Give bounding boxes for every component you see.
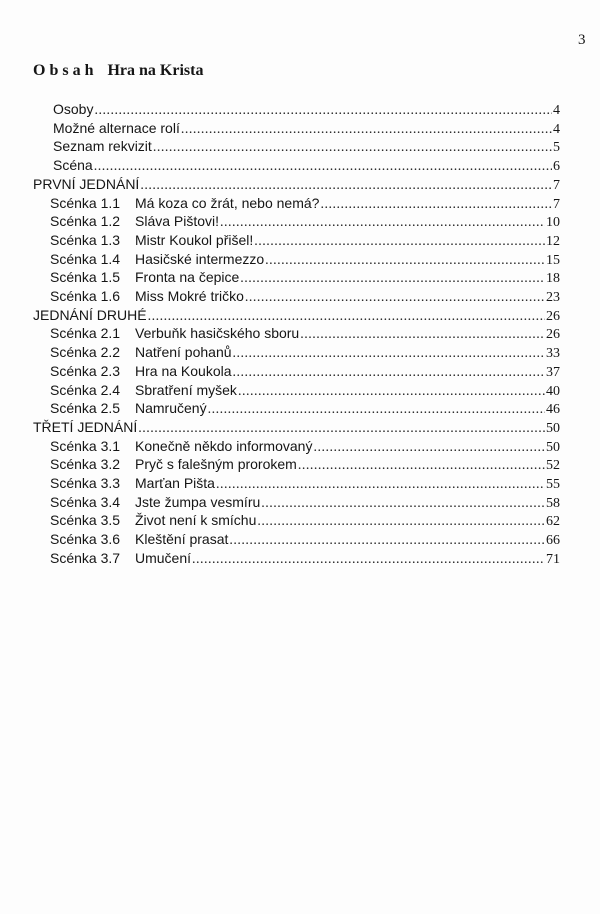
entry-page-number: 4 (553, 121, 560, 137)
entry-page-number: 55 (546, 477, 560, 492)
entry-title: Hra na Koukola (135, 362, 232, 379)
toc-scene (50, 288, 560, 307)
dot-leader (233, 346, 545, 362)
entry-title: Sláva Pištovi! (135, 213, 220, 230)
dot-leader (238, 384, 545, 400)
scene-label: Scénka 3.4 (50, 493, 121, 510)
entry-page-number: 50 (546, 420, 560, 436)
toc-entry (53, 120, 560, 139)
page-number: 3 (578, 32, 586, 48)
entry-page-number: 52 (546, 458, 560, 474)
entry-page-number: 5 (553, 140, 560, 156)
toc-scene (50, 213, 560, 232)
entry-title: Kleštění prasat (135, 531, 229, 548)
scene-label: Scénka 2.5 (50, 400, 121, 417)
toc-section (33, 176, 560, 195)
scene-label: Scénka 3.6 (50, 531, 121, 548)
entry-title: Má koza co žrát, nebo nemá? (135, 194, 320, 211)
entry-page-number: 58 (546, 495, 560, 511)
toc-scene (50, 475, 560, 494)
dot-leader (320, 197, 552, 213)
scene-label: Scénka 2.1 (50, 325, 121, 342)
toc-entry (53, 138, 560, 157)
dot-leader (229, 533, 545, 549)
scene-label: Scénka 1.1 (50, 194, 121, 211)
entry-page-number: 46 (546, 402, 560, 418)
entry-page-number: 26 (546, 327, 560, 343)
toc-entry (53, 101, 560, 120)
toc-scene (50, 195, 560, 214)
entry-title: Marťan Pišta (135, 475, 215, 491)
entry-page-number: 26 (546, 308, 560, 324)
entry-title: Umučení (135, 549, 192, 566)
toc-scene (50, 363, 560, 382)
entry-title: Život není k smíchu (135, 512, 257, 529)
toc-scene (50, 232, 560, 251)
entry-title: Verbuňk hasičského sboru (135, 325, 300, 342)
toc-section (33, 419, 560, 438)
entry-page-number: 37 (546, 364, 560, 380)
page-title (33, 62, 203, 80)
entry-page-number: 71 (546, 551, 560, 567)
toc-scene (50, 531, 560, 550)
dot-leader (220, 215, 545, 231)
dot-leader (148, 309, 545, 325)
entry-title: Osoby (53, 101, 94, 117)
entry-page-number: 62 (546, 514, 560, 530)
scene-label: Scénka 1.6 (50, 288, 121, 304)
entry-page-number: 10 (546, 215, 560, 231)
scene-label: Scénka 2.3 (50, 362, 121, 379)
toc-scene (50, 550, 560, 569)
entry-title: Konečně někdo informovaný (135, 437, 313, 454)
scene-label: Scénka 3.3 (50, 475, 121, 491)
entry-title: Fronta na čepice (135, 269, 240, 286)
entry-page-number: 15 (546, 252, 560, 268)
dot-leader (94, 103, 552, 119)
entry-title: Jste žumpa vesmíru (135, 493, 261, 510)
dot-leader (298, 458, 545, 474)
entry-title: PRVNÍ JEDNÁNÍ (33, 175, 140, 192)
scene-label: Scénka 1.3 (50, 231, 121, 248)
entry-title: Mistr Koukol přišel! (135, 231, 254, 248)
dot-leader (245, 290, 545, 306)
entry-page-number: 7 (553, 177, 560, 193)
entry-page-number: 40 (546, 383, 560, 399)
toc-scene (50, 344, 560, 363)
dot-leader (254, 234, 545, 250)
dot-leader (153, 140, 552, 156)
entry-page-number: 50 (546, 439, 560, 455)
entry-title: JEDNÁNÍ DRUHÉ (33, 306, 147, 323)
entry-title: Namručený (135, 400, 207, 417)
dot-leader (313, 440, 545, 456)
entry-title: Seznam rekvizit (53, 138, 152, 155)
dot-leader (94, 159, 552, 175)
entry-page-number: 23 (546, 290, 560, 305)
entry-title: Natření pohanů (135, 344, 232, 361)
play-title: Hra na Krista (107, 62, 204, 79)
entry-title: Hasičské intermezzo (135, 250, 265, 267)
toc-scene (50, 400, 560, 419)
dot-leader (216, 477, 545, 493)
entry-title: Možné alternace rolí (53, 119, 180, 136)
scene-label: Scénka 1.4 (50, 250, 121, 267)
entry-page-number: 7 (553, 196, 560, 212)
toc-scene (50, 456, 560, 475)
toc-scene (50, 438, 560, 457)
dot-leader (140, 178, 552, 194)
toc-scene (50, 269, 560, 288)
entry-page-number: 18 (546, 271, 560, 287)
dot-leader (208, 402, 545, 418)
dot-leader (192, 552, 545, 568)
scene-label: Scénka 1.2 (50, 213, 121, 230)
entry-title: Scéna (53, 157, 93, 174)
entry-title: TŘETÍ JEDNÁNÍ (33, 418, 138, 435)
scene-label: Scénka 2.4 (50, 381, 121, 398)
dot-leader (233, 365, 545, 381)
dot-leader (257, 514, 545, 530)
entry-page-number: 66 (546, 533, 560, 549)
scene-label: Scénka 2.2 (50, 344, 121, 361)
scene-label: Scénka 3.5 (50, 512, 121, 529)
scene-label: Scénka 3.7 (50, 549, 121, 566)
contents-label: Obsah (33, 62, 98, 79)
toc-entry (53, 157, 560, 176)
entry-page-number: 6 (553, 159, 560, 175)
scene-label: Scénka 3.1 (50, 437, 121, 454)
toc-scene (50, 382, 560, 401)
entry-page-number: 12 (546, 233, 560, 249)
toc-scene (50, 512, 560, 531)
toc-scene (50, 251, 560, 270)
entry-page-number: 33 (546, 346, 560, 362)
dot-leader (181, 122, 552, 138)
entry-title: Pryč s falešným prorokem (135, 456, 297, 473)
entry-title: Sbratření myšek (135, 381, 237, 398)
dot-leader (240, 271, 545, 287)
scene-label: Scénka 1.5 (50, 269, 121, 286)
scene-label: Scénka 3.2 (50, 456, 121, 473)
toc-section (33, 307, 560, 326)
dot-leader (265, 253, 545, 269)
dot-leader (261, 496, 545, 512)
dot-leader (138, 421, 545, 437)
toc-scene (50, 494, 560, 513)
toc-scene (50, 325, 560, 344)
dot-leader (300, 327, 545, 343)
entry-title: Miss Mokré tričko (135, 288, 244, 304)
entry-page-number: 4 (553, 103, 560, 118)
